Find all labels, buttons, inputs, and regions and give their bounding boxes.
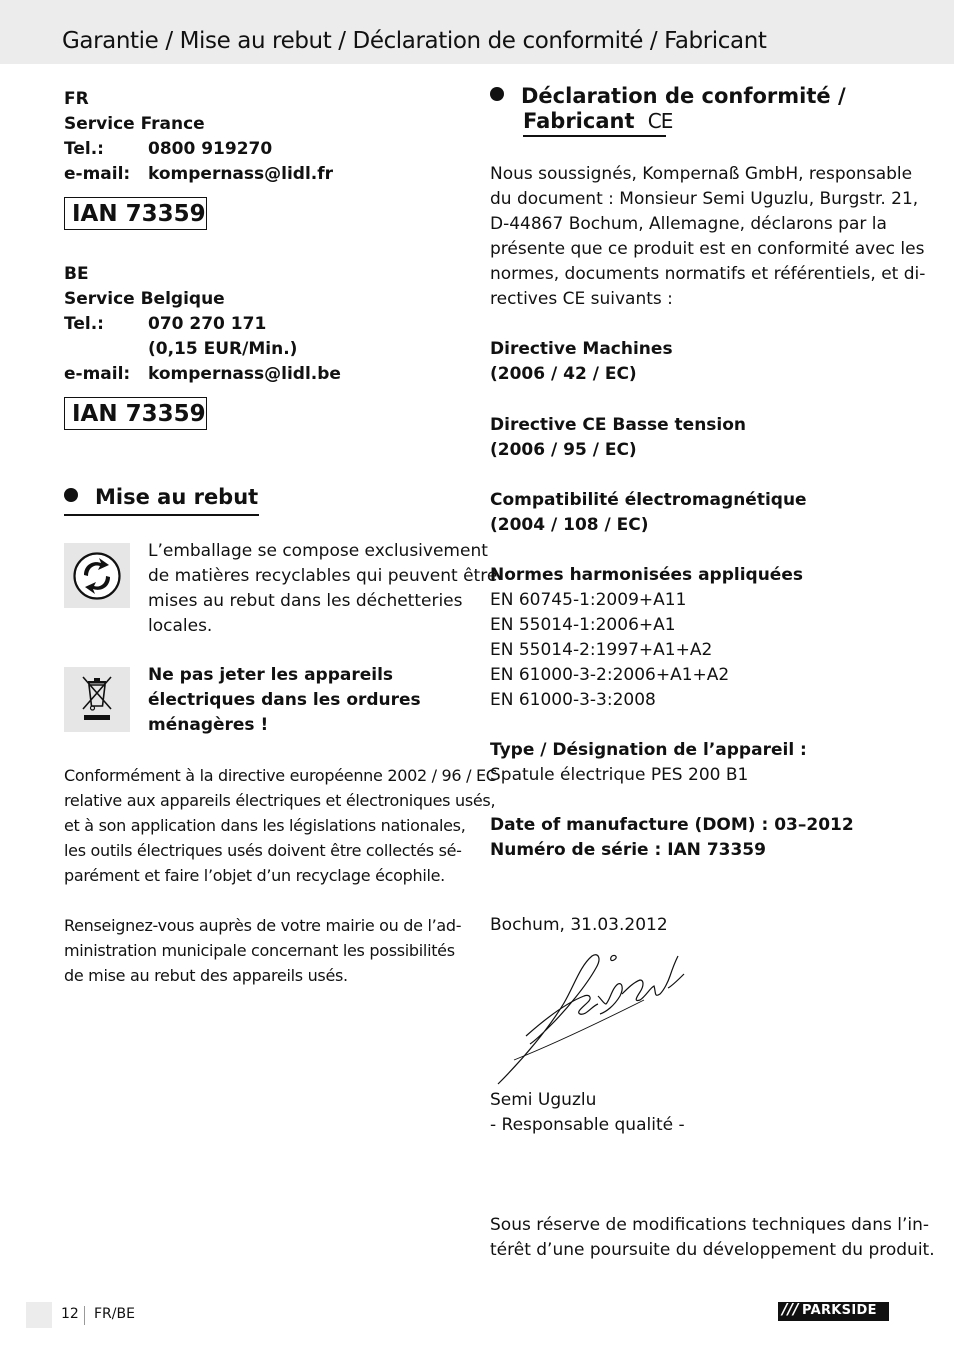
type-label: Type / Désignation de l’appareil : bbox=[490, 740, 807, 760]
tel-note-be: (0,15 EUR/Min.) bbox=[148, 339, 298, 359]
text-line: de matières recyclables qui peuvent être bbox=[148, 566, 498, 586]
service-name-be: Service Belgique bbox=[64, 289, 225, 309]
directive-number: (2006 / 42 / EC) bbox=[490, 364, 637, 384]
text-line: les outils électriques usés doivent être collectés sé- bbox=[64, 841, 462, 860]
bullet-icon bbox=[490, 87, 504, 101]
directive-number: (2004 / 108 / EC) bbox=[490, 515, 649, 535]
text-line: relative aux appareils électriques et électroniques usés, bbox=[64, 791, 496, 810]
title-underline bbox=[523, 135, 666, 137]
directive-name: Compatibilité électromagnétique bbox=[490, 490, 807, 510]
bullet-icon bbox=[64, 488, 78, 502]
packaging-text bbox=[148, 539, 497, 639]
directive-number: (2006 / 95 / EC) bbox=[490, 440, 637, 460]
tel-label: Tel.: bbox=[64, 314, 104, 334]
text-line: térêt d’une poursuite du développement du produit. bbox=[490, 1240, 935, 1260]
text-line: Nous soussignés, Kompernaß GmbH, responsable bbox=[490, 164, 913, 184]
ian-number-be: IAN 73359 bbox=[72, 401, 206, 427]
standard-item: EN 61000-3-3:2008 bbox=[490, 690, 656, 710]
standard-item: EN 55014-1:2006+A1 bbox=[490, 615, 676, 635]
text-line: rectives CE suivants : bbox=[490, 289, 673, 309]
conformity-title-line2: Fabricant bbox=[523, 109, 635, 133]
signature bbox=[494, 948, 694, 1088]
directive-name: Directive CE Basse tension bbox=[490, 415, 747, 435]
email-label: e-mail: bbox=[64, 364, 131, 384]
text-line: normes, documents normatifs et référentiels, et di- bbox=[490, 264, 926, 284]
manufacture-info bbox=[490, 813, 854, 863]
conformity-title-line1: Déclaration de conformité / bbox=[521, 84, 846, 108]
ian-box-fr bbox=[64, 197, 207, 230]
email-value-fr: kompernass@lidl.fr bbox=[148, 164, 334, 184]
country-code-fr: FR bbox=[64, 89, 89, 109]
signer bbox=[490, 1088, 685, 1138]
text-line: Conformément à la directive européenne 2002 / 96 / EC bbox=[64, 766, 497, 785]
directive-paragraph bbox=[64, 763, 497, 888]
logo-slashes: /// bbox=[782, 1300, 799, 1318]
tel-row-fr bbox=[64, 137, 333, 162]
ce-mark: CE bbox=[647, 109, 673, 133]
email-row-be bbox=[64, 362, 341, 387]
country-code-be: BE bbox=[64, 264, 89, 284]
footer-divider bbox=[84, 1306, 85, 1325]
parkside-logo bbox=[778, 1302, 889, 1321]
email-label: e-mail: bbox=[64, 164, 131, 184]
warning-line: électriques dans les ordures bbox=[148, 690, 421, 710]
text-line: du document : Monsieur Semi Uguzlu, Burgstr. 21, bbox=[490, 189, 919, 209]
standards-title: Normes harmonisées appliquées bbox=[490, 565, 803, 585]
section-title-conformity-2 bbox=[523, 109, 672, 133]
place-date-text: Bochum, 31.03.2012 bbox=[490, 915, 668, 935]
text-line: mises au rebut dans les déchetteries bbox=[148, 591, 463, 611]
standards-list bbox=[490, 563, 803, 713]
conformity-intro bbox=[490, 162, 925, 312]
tel-value-fr: 0800 919270 bbox=[148, 139, 273, 159]
text-line: L’emballage se compose exclusivement bbox=[148, 541, 488, 561]
text-line: présente que ce produit est en conformité avec les bbox=[490, 239, 925, 259]
text-line: Sous réserve de modifications techniques dans l’in- bbox=[490, 1215, 929, 1235]
text-line: locales. bbox=[148, 616, 213, 636]
directive-machines bbox=[490, 337, 673, 387]
serial-number: Numéro de série : IAN 73359 bbox=[490, 840, 766, 860]
email-value-be: kompernass@lidl.be bbox=[148, 364, 341, 384]
disposal-title: Mise au rebut bbox=[95, 485, 259, 509]
weee-bin-icon bbox=[64, 667, 130, 732]
brand-name: PARKSIDE bbox=[802, 1303, 877, 1318]
warning-line: Ne pas jeter les appareils bbox=[148, 665, 394, 685]
recycle-icon bbox=[64, 543, 130, 608]
service-france bbox=[64, 87, 333, 187]
page-header bbox=[0, 0, 954, 64]
text-line: de mise au rebut des appareils usés. bbox=[64, 966, 348, 985]
info-paragraph bbox=[64, 913, 461, 988]
footer-marker bbox=[26, 1302, 52, 1328]
language-code: FR/BE bbox=[94, 1306, 135, 1322]
weee-warning bbox=[148, 663, 421, 738]
directive-emc bbox=[490, 488, 807, 538]
standard-item: EN 61000-3-2:2006+A1+A2 bbox=[490, 665, 730, 685]
page-title: Garantie / Mise au rebut / Déclaration de conformité / Fabricant bbox=[62, 28, 767, 54]
warning-line: ménagères ! bbox=[148, 715, 269, 735]
tel-row-be bbox=[64, 312, 341, 337]
tel-value-be: 070 270 171 bbox=[148, 314, 267, 334]
text-line: et à son application dans les législations nationales, bbox=[64, 816, 466, 835]
ian-number-fr: IAN 73359 bbox=[72, 201, 206, 227]
page-number: 12 bbox=[61, 1306, 79, 1322]
technical-reserve bbox=[490, 1213, 935, 1263]
service-belgique bbox=[64, 262, 341, 387]
service-name-fr: Service France bbox=[64, 114, 205, 134]
device-type bbox=[490, 738, 807, 788]
title-underline bbox=[64, 514, 259, 516]
email-row-fr bbox=[64, 162, 333, 187]
text-line: ministration municipale concernant les possibilités bbox=[64, 941, 455, 960]
section-title-disposal bbox=[64, 485, 258, 509]
tel-note-row-be bbox=[64, 337, 341, 362]
signer-role: - Responsable qualité - bbox=[490, 1115, 685, 1135]
tel-label: Tel.: bbox=[64, 139, 104, 159]
text-line: D-44867 Bochum, Allemagne, déclarons par la bbox=[490, 214, 887, 234]
place-date bbox=[490, 913, 668, 938]
signer-name: Semi Uguzlu bbox=[490, 1090, 597, 1110]
manufacture-date: Date of manufacture (DOM) : 03–2012 bbox=[490, 815, 854, 835]
text-line: Renseignez-vous auprès de votre mairie ou de l’ad- bbox=[64, 916, 462, 935]
text-line: parément et faire l’objet d’un recyclage écophile. bbox=[64, 866, 445, 885]
type-value: Spatule électrique PES 200 B1 bbox=[490, 765, 749, 785]
standard-item: EN 60745-1:2009+A11 bbox=[490, 590, 687, 610]
directive-name: Directive Machines bbox=[490, 339, 673, 359]
section-title-conformity bbox=[490, 84, 846, 108]
directive-low-voltage bbox=[490, 413, 746, 463]
ian-box-be bbox=[64, 397, 207, 430]
standard-item: EN 55014-2:1997+A1+A2 bbox=[490, 640, 713, 660]
